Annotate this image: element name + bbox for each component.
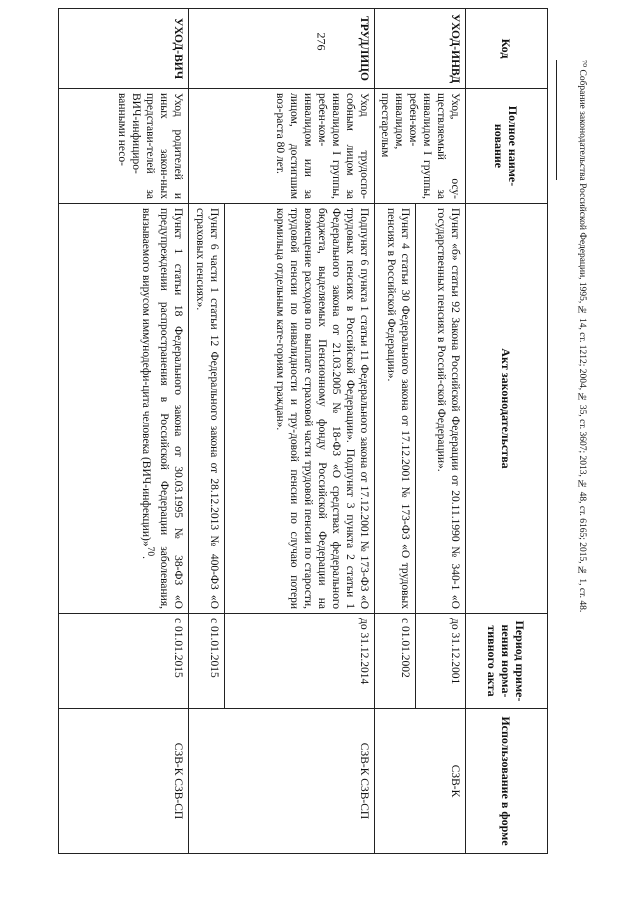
header-period: Период приме-нения норма-тивного акта bbox=[465, 614, 547, 709]
footnote: ⁷⁰ Собрание законодательства Российской Федерации, 1995, № 14, ст. 1212; 2004, № 35, ст. 3607; 2013, № 48, ст. 6165; 2015, № 1, ст. 48. bbox=[577, 60, 587, 613]
row-usage: СЗВ-К bbox=[374, 709, 465, 854]
row-act: Пункт 6 части 1 статьи 12 Федерального закона от 28.12.2013 № 400-ФЗ «О страховых пенсиях». bbox=[188, 204, 224, 614]
row-period: с 01.01.2015 bbox=[188, 614, 224, 709]
row-code: УХОД-ИНВД bbox=[374, 9, 465, 89]
header-name: Полное наиме-нование bbox=[465, 89, 547, 204]
row-period: до 31.12.2014 bbox=[224, 614, 374, 709]
legislation-table bbox=[58, 8, 548, 854]
row-act: Пункт «б» статьи 92 Закона Российской Федерации от 20.11.1990 № 340-1 «О государственных пенсиях в Россий-ской Федерации». bbox=[415, 204, 465, 614]
footnote-ref: 70 bbox=[144, 546, 156, 557]
row-usage: СЗВ-К СЗВ-СП bbox=[59, 709, 189, 854]
row-act bbox=[59, 204, 189, 614]
row-name: Уход, осу-ществляемый за инвалидом I группы, ребен-ком-инвалидом, престарелым bbox=[374, 89, 465, 204]
table-row bbox=[224, 9, 374, 854]
header-code: Код bbox=[465, 9, 547, 89]
table-header-row bbox=[465, 9, 547, 854]
footnote-divider bbox=[556, 60, 557, 180]
header-usage: Использование в форме bbox=[465, 709, 547, 854]
row-period: с 01.01.2015 bbox=[59, 614, 189, 709]
row-period: до 31.12.2001 bbox=[415, 614, 465, 709]
row-act: Пункт 4 статьи 30 Федерального закона от 17.12.2001 № 173-ФЗ «О трудовых пенсиях в Российской Федерации». bbox=[374, 204, 415, 614]
row-period: с 01.01.2002 bbox=[374, 614, 415, 709]
table-row bbox=[415, 9, 465, 854]
row-act-trail: . bbox=[139, 556, 152, 560]
row-name: Уход родителей и иных закон-ных представи-телей за ВИЧ-инфициро-ванными несо- bbox=[59, 89, 189, 204]
row-code: ТРУДЛИЦО bbox=[188, 9, 374, 89]
header-act: Акт законодательства bbox=[465, 204, 547, 614]
table-row bbox=[59, 9, 189, 854]
row-usage: СЗВ-К СЗВ-СП bbox=[188, 709, 374, 854]
page-number: 276 bbox=[314, 32, 329, 51]
row-name: Уход трудоспо-собным лицом за инвалидом I группы, ребен-ком-инвалидом или за лицом, достигшим воз-раста 80 лет. bbox=[188, 89, 374, 204]
row-act-text: Пункт 1 статьи 18 Федерального закона от 30.03.1995 № 38-ФЗ «О предупреждении распространения в Российской Федерации заболевания, вызываемого вирусом иммунодефи-цита человека (ВИЧ-инфекции)» bbox=[139, 208, 184, 609]
row-code: УХОД-ВИЧ bbox=[59, 9, 189, 89]
row-act: Подпункт 6 пункта 1 статьи 11 Федерального закона от 17.12.2001 № 173-ФЗ «О трудовых пенсиях в Российской Федерации». Подпункт 3 пункта 2 статьи 1 Федерального закона от 21.03.2005 № 18-ФЗ «О средствах федерального бюджета, выделяемых Пенсионному фонду Российской Федерации на возмещение расходов по выплате страховой части трудовой пенсии по старости, трудовой пенсии по инвалидности и тру-довой пенсии по случаю потери кормильца отдельным кате-гориям граждан». bbox=[224, 204, 374, 614]
rotated-table-container bbox=[58, 8, 548, 853]
